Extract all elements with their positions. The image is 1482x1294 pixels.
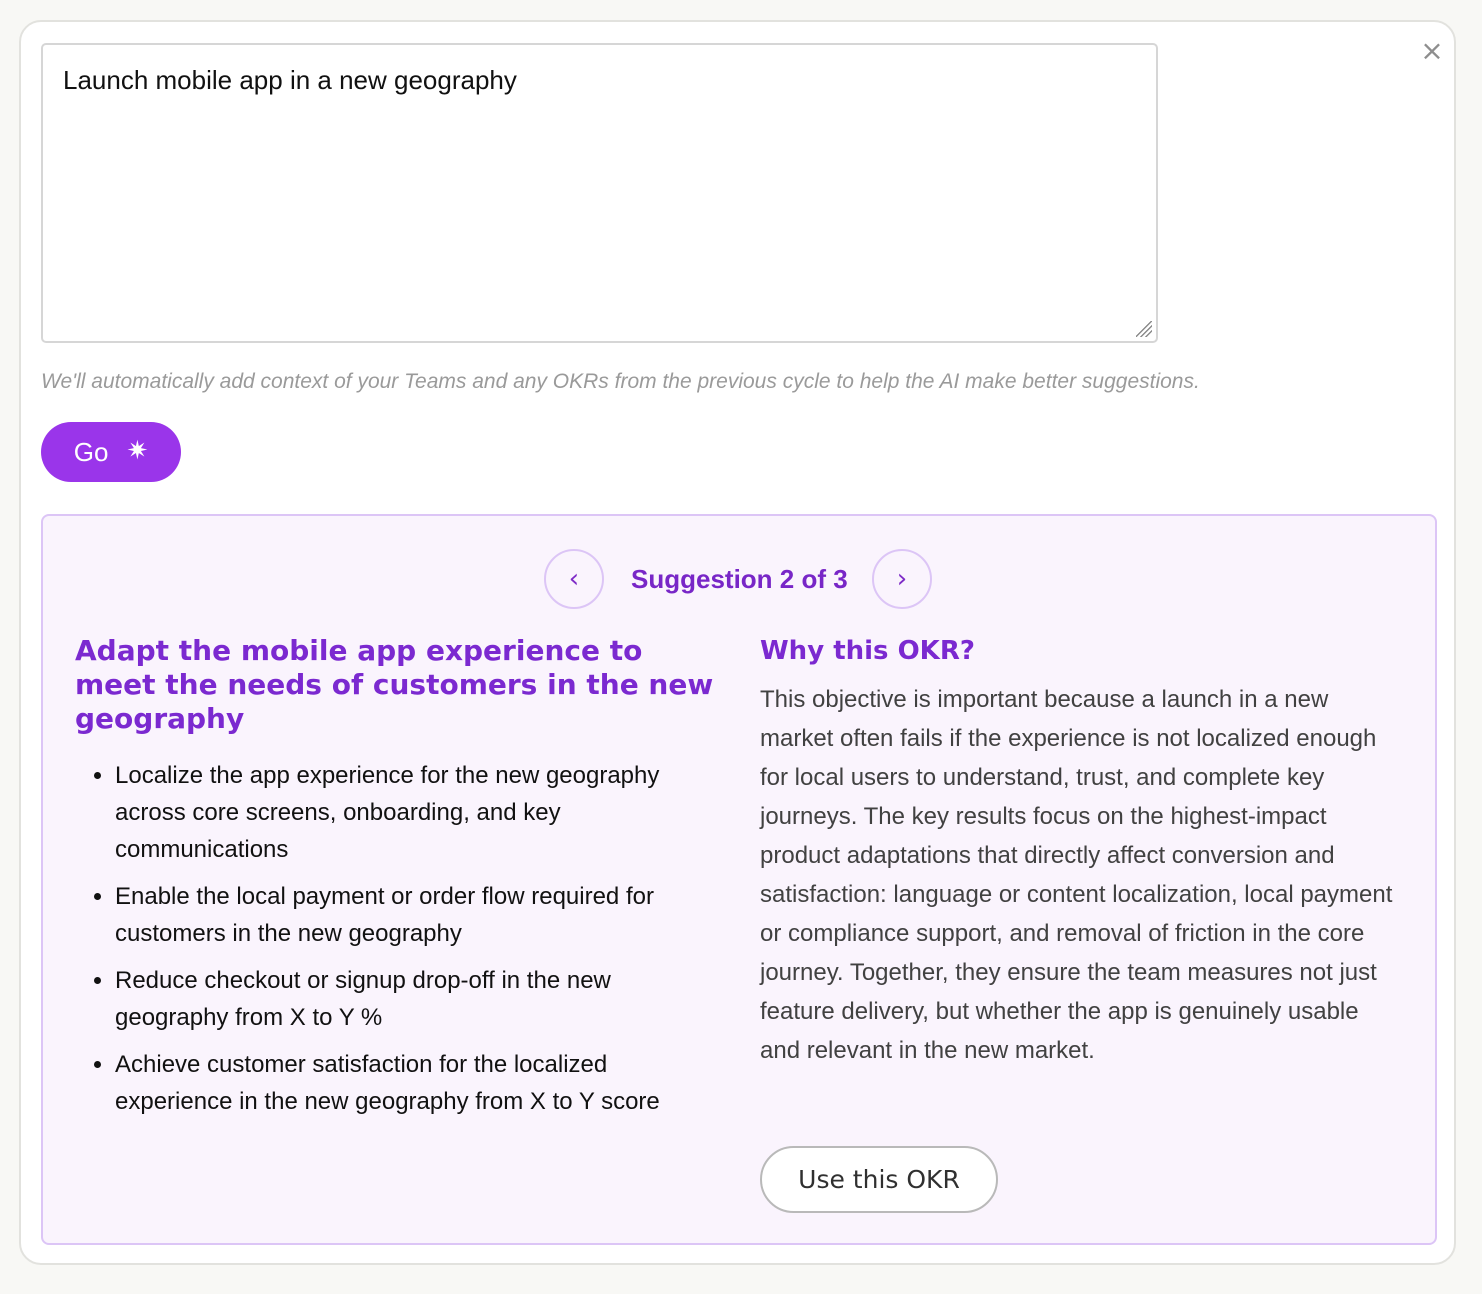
go-button-label: Go — [73, 436, 109, 467]
prompt-text: Launch mobile app in a new geography — [63, 65, 517, 95]
objective-section — [75, 634, 715, 1130]
suggestion-counter: Suggestion 2 of 3 — [631, 564, 848, 594]
prompt-textarea[interactable] — [41, 43, 1158, 343]
why-text: This objective is important because a launch in a new market often fails if the experience is not localized enough for local users to understand, trust, and complete key journeys. The key results focus on the highest-impact product adaptations that directly affect conversion and satisfaction: language or content localization, local payment or compliance support, and removal of friction in the core journey. Together, they ensure the team measures not just feature delivery, but whether the app is genuinely usable and relevant in the new market. — [760, 686, 1393, 1064]
key-result-item: • Achieve customer satisfaction for the localized experience in the new geography from X to Y score — [115, 1046, 715, 1120]
key-result-item: • Enable the local payment or order flow required for customers in the new geography — [115, 878, 715, 952]
why-title: Why this OKR? — [760, 636, 975, 666]
next-suggestion-button[interactable]: › — [872, 549, 932, 609]
helper-text: We'll automatically add context of your Teams and any OKRs from the previous cycle to help the AI make better suggestions. — [41, 370, 1200, 393]
previous-suggestion-button[interactable]: ‹ — [544, 549, 604, 609]
suggestion-panel — [41, 514, 1437, 1245]
use-this-okr-button[interactable]: Use this OKR — [760, 1146, 998, 1213]
key-result-item: • Localize the app experience for the new geography across core screens, onboarding, and key communications — [115, 757, 715, 868]
key-result-item: • Reduce checkout or signup drop-off in the new geography from X to Y % — [115, 962, 715, 1036]
sparkle-icon: ✷ — [126, 436, 149, 466]
close-icon[interactable]: × — [1420, 34, 1444, 67]
ai-okr-dialog — [19, 20, 1456, 1265]
resize-handle-icon[interactable] — [1136, 321, 1152, 337]
key-results-list — [75, 757, 715, 1120]
go-button[interactable] — [41, 422, 181, 482]
why-section — [760, 634, 1400, 1070]
objective-title: Adapt the mobile app experience to meet the needs of customers in the new geography — [75, 634, 714, 735]
